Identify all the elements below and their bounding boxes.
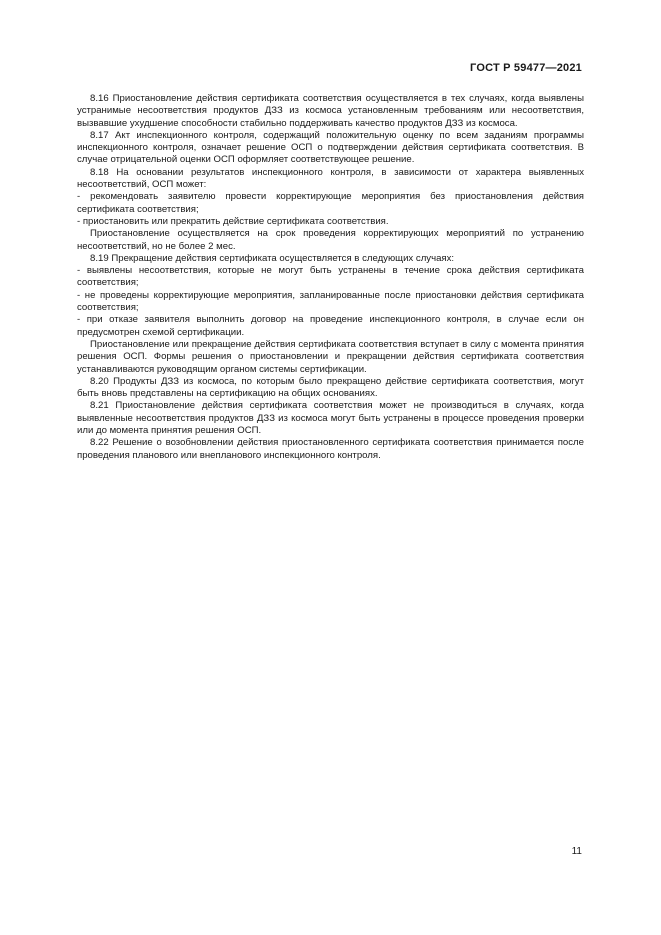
paragraph-8-17: 8.17 Акт инспекционного контроля, содержащий положительную оценку по всем заданиям программы инспекционного контроля, означает решение ОСП о подтверждении действия сертификата соответствия. В случае отрицательной оценки ОСП оформляет соответствующее решение. bbox=[77, 129, 584, 166]
page-number: 11 bbox=[571, 846, 582, 857]
paragraph-8-22: 8.22 Решение о возобновлении действия приостановленного сертификата соответствия принимается после проведения планового или внепланового инспекционного контроля. bbox=[77, 437, 584, 461]
document-body bbox=[77, 93, 584, 462]
list-item-not-corrected: - не проведены корректирующие мероприятия, запланированные после приостановки действия сертификата соответствия; bbox=[77, 289, 584, 314]
list-item-refusal: - при отказе заявителя выполнить договор на проведение инспекционного контроля, в случае если он предусмотрен схемой сертификации. bbox=[77, 314, 584, 338]
list-item-suspend: - приостановить или прекратить действие сертификата соответствия. bbox=[77, 215, 389, 227]
list-item-unfixable: - выявлены несоответствия, которые не могут быть устранены в течение срока действия сертификата соответствия; bbox=[77, 265, 584, 289]
paragraph-8-16: 8.16 Приостановление действия сертификата соответствия осуществляется в тех случаях, когда выявлены устранимые несоответствия продуктов ДЗЗ из космоса установленным требованиям или несоответствия, вызвавшие ухудшение способности стабильно поддерживать качество продуктов ДЗЗ из космоса. bbox=[77, 93, 584, 129]
document-code: ГОСТ Р 59477—2021 bbox=[470, 62, 582, 74]
paragraph-8-21: 8.21 Приостановление действия сертификата соответствия может не производиться в случаях, когда выявленные несоответствия продуктов ДЗЗ из космоса могут быть устранены в процессе проведения проверки или до момента принятия решения ОСП. bbox=[77, 400, 584, 437]
paragraph-effective: Приостановление или прекращение действия сертификата соответствия вступает в силу с момента принятия решения ОСП. Формы решения о приостановлении и прекращении действия сертификата соответствия устанавливаются руководящим органом системы сертификации. bbox=[77, 338, 584, 375]
paragraph-suspension-term: Приостановление осуществляется на срок проведения корректирующих мероприятий по устранению несоответствий, но не более 2 мес. bbox=[77, 228, 584, 252]
paragraph-8-18: 8.18 На основании результатов инспекционного контроля, в зависимости от характера выявленных несоответствий, ОСП может: bbox=[77, 166, 584, 191]
paragraph-8-20: 8.20 Продукты ДЗЗ из космоса, по которым было прекращено действие сертификата соответствия, могут быть вновь представлены на сертификацию на общих основаниях. bbox=[77, 375, 584, 400]
list-item-recommend: - рекомендовать заявителю провести корректирующие мероприятия без приостановления действия сертификата соответствия; bbox=[77, 191, 584, 215]
paragraph-8-19: 8.19 Прекращение действия сертификата осуществляется в следующих случаях: bbox=[90, 252, 455, 264]
